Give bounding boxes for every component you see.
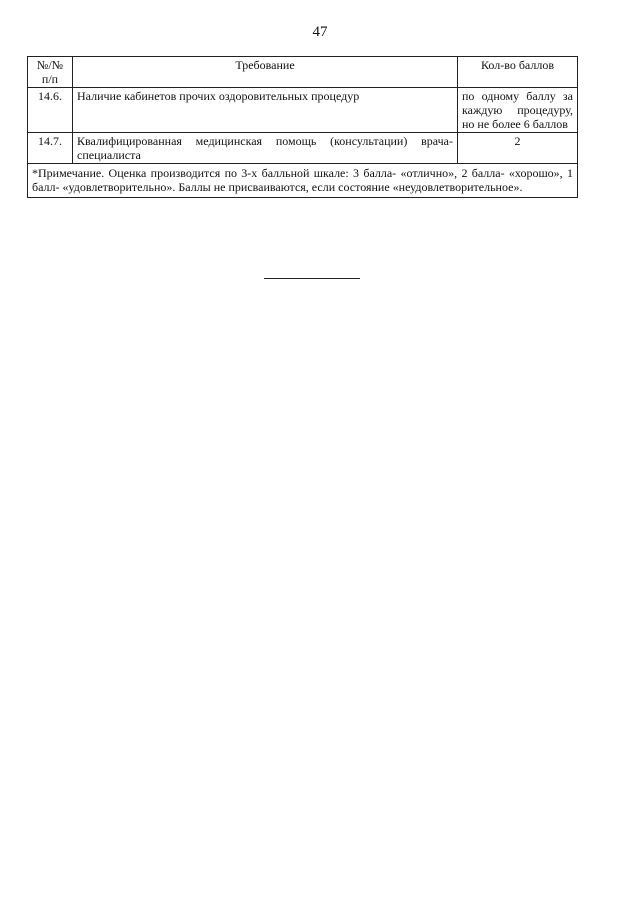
table-row: [28, 88, 578, 133]
requirements-table: [27, 56, 578, 198]
table-row: [28, 133, 578, 164]
row-number: 14.7.: [28, 133, 73, 164]
row-requirement: Наличие кабинетов прочих оздоровительных процедур: [73, 88, 458, 133]
bottom-rule-divider: [264, 278, 360, 279]
header-requirement: Требование: [73, 57, 458, 88]
row-score: 2: [458, 133, 578, 164]
header-number: №/№ п/п: [28, 57, 73, 88]
table-note: *Примечание. Оценка производится по 3-х балльной шкале: 3 балла- «отлично», 2 балла- «хорошо», 1 балл- «удовлетворительно». Баллы не присваиваются, если состояние «неудовлетворительное».: [28, 164, 578, 198]
row-number: 14.6.: [28, 88, 73, 133]
row-requirement: Квалифицированная медицинская помощь (консультации) врача-специалиста: [73, 133, 458, 164]
table-note-row: [28, 164, 578, 198]
table-header-row: [28, 57, 578, 88]
header-score: Кол-во баллов: [458, 57, 578, 88]
page-number: 47: [312, 24, 328, 40]
row-score: по одному баллу за каждую процедуру, но не более 6 баллов: [458, 88, 578, 133]
